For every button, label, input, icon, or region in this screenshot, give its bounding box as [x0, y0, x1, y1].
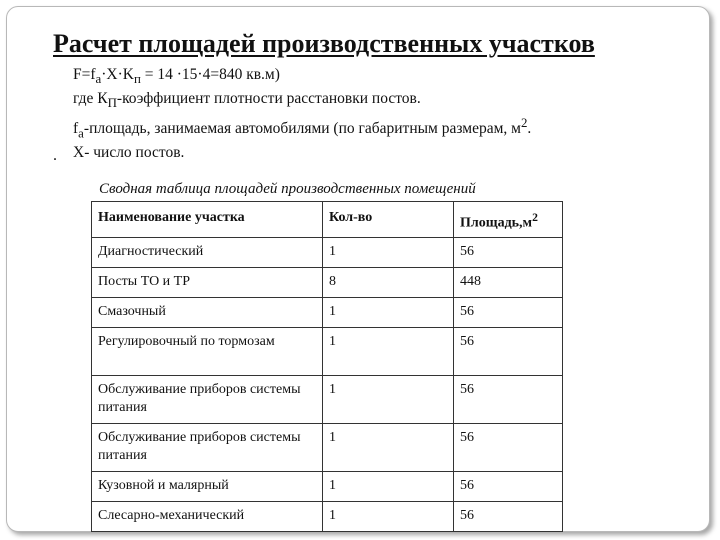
- table-row: [92, 501, 563, 531]
- cell-name: Диагностический: [92, 237, 323, 267]
- table-row: [92, 237, 563, 267]
- cell-name: Посты ТО и ТР: [92, 267, 323, 297]
- header-count: Кол-во: [323, 202, 454, 238]
- cell-name: Обслуживание приборов системы питания: [92, 423, 323, 471]
- cell-count: 1: [323, 471, 454, 501]
- table-row: [92, 471, 563, 501]
- formula-fa-definition: $f_a$-площадь, занимаемая автомобилями (по габаритным размерам, $м^2$.: [73, 115, 532, 141]
- formula-x-definition: X- число постов.: [73, 144, 185, 162]
- table-row: [92, 327, 563, 375]
- cell-area: 56: [454, 297, 563, 327]
- cell-area: 56: [454, 327, 563, 375]
- cell-count: 1: [323, 375, 454, 423]
- formula-block: [73, 65, 531, 163]
- cell-area: 56: [454, 471, 563, 501]
- formula-main: $F=f_a\cdot X\cdot K_п = 14 \cdot 15\cdot 4=840$ кв.м): [73, 66, 280, 87]
- cell-area: 56: [454, 423, 563, 471]
- page-title: Расчет площадей производственных участков: [53, 29, 595, 58]
- table-caption: Сводная таблица площадей производственных помещений: [99, 181, 476, 197]
- cell-name: Смазочный: [92, 297, 323, 327]
- cell-name: Регулировочный по тормозам: [92, 327, 323, 375]
- cell-count: 1: [323, 423, 454, 471]
- cell-area: 56: [454, 237, 563, 267]
- bullet-dot: .: [53, 147, 57, 164]
- cell-name: Кузовной и малярный: [92, 471, 323, 501]
- formula-k-definition: где $К_П$-коэффициент плотности расстановки постов.: [73, 90, 421, 111]
- cell-count: 8: [323, 267, 454, 297]
- cell-count: 1: [323, 501, 454, 531]
- cell-name: Обслуживание приборов системы питания: [92, 375, 323, 423]
- cell-count: 1: [323, 327, 454, 375]
- cell-area: 448: [454, 267, 563, 297]
- summary-table: [91, 201, 563, 532]
- header-area: $Площадь,м^2$: [454, 202, 563, 238]
- table-row: [92, 423, 563, 471]
- cell-area: 56: [454, 375, 563, 423]
- header-name: Наименование участка: [92, 202, 323, 238]
- table-row: [92, 267, 563, 297]
- cell-count: 1: [323, 237, 454, 267]
- table-row: [92, 297, 563, 327]
- slide-frame: [6, 6, 710, 532]
- cell-area: 56: [454, 501, 563, 531]
- table-row: [92, 375, 563, 423]
- cell-count: 1: [323, 297, 454, 327]
- cell-name: Слесарно-механический: [92, 501, 323, 531]
- table-header-row: [92, 202, 563, 238]
